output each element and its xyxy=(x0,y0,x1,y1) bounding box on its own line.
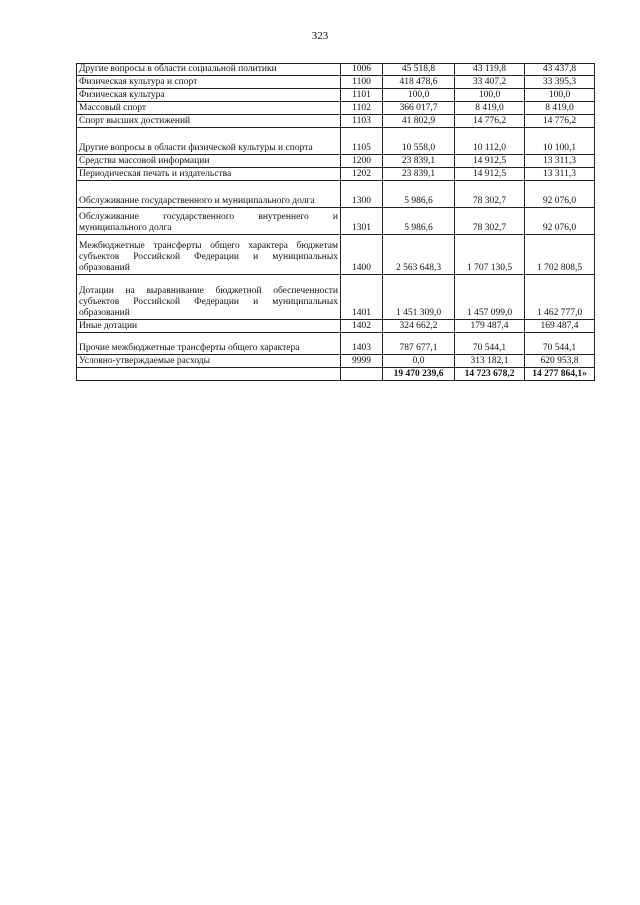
row-code: 1400 xyxy=(341,235,383,275)
row-value-1: 5 986,6 xyxy=(383,208,455,235)
row-code: 1006 xyxy=(341,64,383,76)
row-value-3: 14 776,2 xyxy=(525,115,595,128)
row-value-2: 179 487,4 xyxy=(455,320,525,333)
table-row xyxy=(77,64,595,76)
row-value-3: 8 419,0 xyxy=(525,102,595,115)
total-value-2: 14 723 678,2 xyxy=(455,368,525,381)
row-code: 1401 xyxy=(341,275,383,320)
row-code: 1402 xyxy=(341,320,383,333)
table-row xyxy=(77,102,595,115)
total-value-3: 14 277 864,1» xyxy=(525,368,595,381)
row-name: Физическая культура xyxy=(77,89,341,102)
total-name xyxy=(77,368,341,381)
table-row xyxy=(77,76,595,89)
row-name: Средства массовой информации xyxy=(77,155,341,168)
table-row xyxy=(77,89,595,102)
row-value-1: 45 518,8 xyxy=(383,64,455,76)
row-value-2: 100,0 xyxy=(455,89,525,102)
row-name: Спорт высших достижений xyxy=(77,115,341,128)
total-row xyxy=(77,368,595,381)
table-row xyxy=(77,333,595,355)
row-value-2: 8 419,0 xyxy=(455,102,525,115)
row-value-3: 100,0 xyxy=(525,89,595,102)
table-row xyxy=(77,168,595,181)
row-name: Физическая культура и спорт xyxy=(77,76,341,89)
row-name: Периодическая печать и издательства xyxy=(77,168,341,181)
row-value-3: 10 100,1 xyxy=(525,128,595,155)
row-code: 1100 xyxy=(341,76,383,89)
row-value-1: 0,0 xyxy=(383,355,455,368)
row-value-3: 70 544,1 xyxy=(525,333,595,355)
row-code: 1105 xyxy=(341,128,383,155)
row-value-3: 92 076,0 xyxy=(525,181,595,208)
table-row xyxy=(77,235,595,275)
row-value-3: 43 437,8 xyxy=(525,64,595,76)
total-value-1: 19 470 239,6 xyxy=(383,368,455,381)
table-row xyxy=(77,208,595,235)
row-value-2: 313 182,1 xyxy=(455,355,525,368)
row-value-3: 169 487,4 xyxy=(525,320,595,333)
row-code: 1300 xyxy=(341,181,383,208)
row-value-3: 13 311,3 xyxy=(525,155,595,168)
table-row xyxy=(77,155,595,168)
row-name: Иные дотации xyxy=(77,320,341,333)
row-code: 1102 xyxy=(341,102,383,115)
row-value-1: 418 478,6 xyxy=(383,76,455,89)
row-value-2: 14 776,2 xyxy=(455,115,525,128)
row-value-2: 14 912,5 xyxy=(455,168,525,181)
row-code: 1403 xyxy=(341,333,383,355)
row-value-1: 2 563 648,3 xyxy=(383,235,455,275)
row-value-1: 23 839,1 xyxy=(383,168,455,181)
row-value-2: 70 544,1 xyxy=(455,333,525,355)
row-name: Обслуживание государственного и муниципального долга xyxy=(77,181,341,208)
row-value-1: 41 802,9 xyxy=(383,115,455,128)
row-name: Массовый спорт xyxy=(77,102,341,115)
row-value-1: 1 451 309,0 xyxy=(383,275,455,320)
row-value-1: 5 986,6 xyxy=(383,181,455,208)
row-value-3: 1 702 808,5 xyxy=(525,235,595,275)
row-value-1: 324 662,2 xyxy=(383,320,455,333)
table-row xyxy=(77,115,595,128)
row-name: Другие вопросы в области физической культуры и спорта xyxy=(77,128,341,155)
row-name: Межбюджетные трансферты общего характера бюджетам субъектов Российской Федерации и муниципальных образований xyxy=(77,235,341,275)
table-row xyxy=(77,320,595,333)
row-value-3: 13 311,3 xyxy=(525,168,595,181)
row-value-2: 1 707 130,5 xyxy=(455,235,525,275)
row-value-3: 620 953,8 xyxy=(525,355,595,368)
row-value-3: 92 076,0 xyxy=(525,208,595,235)
budget-table xyxy=(76,63,595,381)
total-code xyxy=(341,368,383,381)
row-value-2: 14 912,5 xyxy=(455,155,525,168)
row-value-2: 78 302,7 xyxy=(455,208,525,235)
table-row xyxy=(77,128,595,155)
row-code: 1301 xyxy=(341,208,383,235)
row-value-2: 78 302,7 xyxy=(455,181,525,208)
row-code: 1101 xyxy=(341,89,383,102)
row-value-1: 100,0 xyxy=(383,89,455,102)
row-value-3: 33 395,3 xyxy=(525,76,595,89)
row-code: 1202 xyxy=(341,168,383,181)
row-name: Прочие межбюджетные трансферты общего характера xyxy=(77,333,341,355)
row-value-1: 787 677,1 xyxy=(383,333,455,355)
row-value-2: 33 407,2 xyxy=(455,76,525,89)
row-name: Условно-утверждаемые расходы xyxy=(77,355,341,368)
row-value-1: 10 558,0 xyxy=(383,128,455,155)
row-code: 9999 xyxy=(341,355,383,368)
row-value-2: 43 119,8 xyxy=(455,64,525,76)
row-code: 1103 xyxy=(341,115,383,128)
row-code: 1200 xyxy=(341,155,383,168)
row-name: Другие вопросы в области социальной политики xyxy=(77,64,341,76)
table-row xyxy=(77,275,595,320)
table-row xyxy=(77,181,595,208)
row-name: Дотации на выравнивание бюджетной обеспеченности субъектов Российской Федерации и муниципальных образований xyxy=(77,275,341,320)
row-value-1: 23 839,1 xyxy=(383,155,455,168)
row-name: Обслуживание государственного внутреннего и муниципального долга xyxy=(77,208,341,235)
row-value-1: 366 017,7 xyxy=(383,102,455,115)
page-number: 323 xyxy=(311,30,329,42)
row-value-2: 1 457 099,0 xyxy=(455,275,525,320)
table-row xyxy=(77,355,595,368)
row-value-2: 10 112,0 xyxy=(455,128,525,155)
row-value-3: 1 462 777,0 xyxy=(525,275,595,320)
